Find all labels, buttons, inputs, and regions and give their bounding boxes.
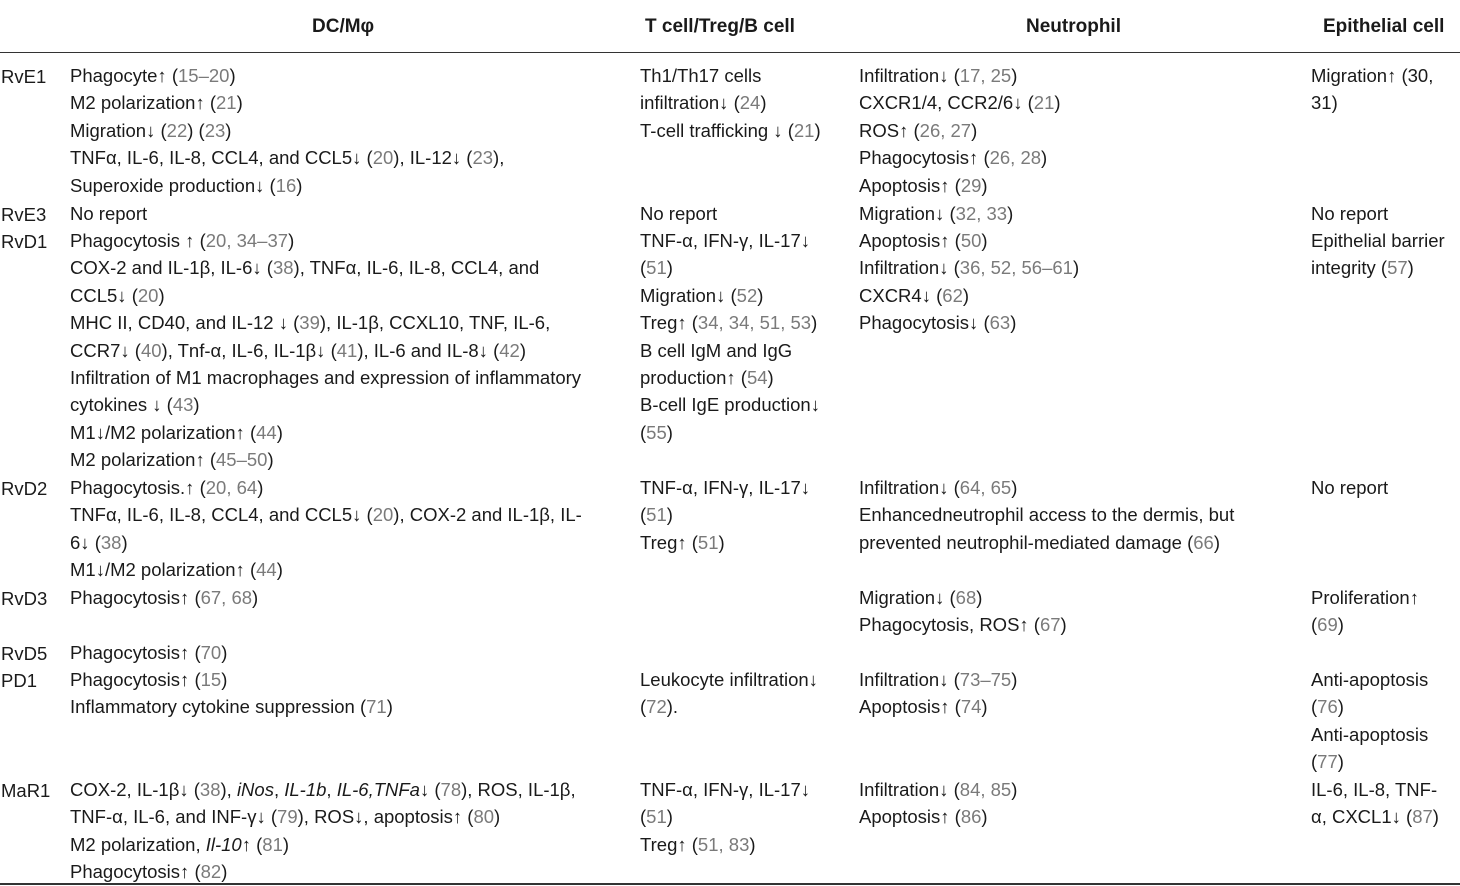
row-label-rvd5: RvD5 (1, 643, 48, 664)
cell-rvd5-dc (70, 639, 227, 666)
cell-rve1-neutrophil (859, 62, 1061, 199)
cell-line: Migration↓ (68) (859, 587, 983, 608)
cell-line: B cell IgM and IgG (640, 339, 793, 361)
cell-rvd2-dc (70, 474, 582, 584)
cell-line: Migration↓ (52) (640, 284, 764, 306)
cell-line: Epithelial barrier (1311, 230, 1445, 251)
cell-line: Apoptosis↑ (50) (859, 230, 988, 251)
cell-line: Inflammatory cytokine suppression (71) (70, 696, 393, 718)
cell-line: MHC II, CD40, and IL-12 ↓ (39), IL-1β, CCXL10, TNF, IL-6, (70, 312, 551, 334)
cell-line: No report (70, 203, 148, 224)
cell-line: M1↓/M2 polarization↑ (44) (70, 421, 283, 443)
cell-line: Treg↑ (51, 83) (640, 833, 756, 855)
cell-rvd1-epithelial (1311, 227, 1445, 282)
cell-line: (72). (640, 696, 679, 718)
cell-pd1-epithelial (1311, 666, 1428, 776)
cell-line: Apoptosis↑ (74) (859, 696, 988, 718)
cell-line: infiltration↓ (24) (640, 92, 767, 114)
cell-rvd3-dc (70, 584, 258, 611)
row-label-pd1: PD1 (1, 670, 37, 691)
cell-rve3-tcell (640, 200, 717, 227)
cell-rve1-epithelial (1311, 62, 1433, 117)
cell-rve3-neutrophil (859, 200, 1013, 227)
cell-rve1-dc (70, 62, 504, 199)
cell-rve3-epithelial (1311, 200, 1388, 227)
cell-mar1-dc (70, 776, 576, 886)
cell-line: Infiltration↓ (36, 52, 56–61) (859, 257, 1080, 279)
cell-line: No report (640, 203, 718, 224)
row-label-mar1: MaR1 (1, 780, 51, 801)
cell-line: (51) (640, 504, 673, 526)
cell-line: Phagocytosis↑ (67, 68) (70, 587, 259, 608)
cell-line: B-cell IgE production↓ (640, 394, 820, 416)
cell-line: Phagocytosis↑ (82) (70, 861, 228, 883)
row-label-rve1: RvE1 (1, 66, 47, 87)
cell-line: CCL5↓ (20) (70, 284, 165, 306)
cell-mar1-tcell (640, 776, 810, 858)
cell-line: ROS↑ (26, 27) (859, 119, 978, 141)
cell-rvd2-epithelial (1311, 474, 1388, 501)
cell-line: α, CXCL1↓ (87) (1311, 806, 1439, 828)
cell-line: (77) (1311, 751, 1344, 773)
row-label-rvd3: RvD3 (1, 588, 48, 609)
cell-line: COX-2 and IL-1β, IL-6↓ (38), TNFα, IL-6, IL-8, CCL4, and (70, 257, 540, 279)
cell-line: IL-6, IL-8, TNF- (1311, 779, 1438, 800)
table-header (0, 0, 1460, 53)
cell-rvd1-tcell (640, 227, 820, 446)
cell-line: No report (1311, 203, 1389, 224)
cell-line: CXCR1/4, CCR2/6↓ (21) (859, 92, 1061, 114)
cell-line: CCR7↓ (40), Tnf-α, IL-6, IL-1β↓ (41), IL-6 and IL-8↓ (42) (70, 339, 526, 361)
cell-rvd3-neutrophil (859, 584, 1067, 639)
cell-rve3-dc (70, 200, 147, 227)
cell-line: TNFα, IL-6, IL-8, CCL4, and CCL5↓ (20), COX-2 and IL-1β, IL- (70, 504, 582, 526)
cell-line: Leukocyte infiltration↓ (640, 669, 818, 690)
cell-line: cytokines ↓ (43) (70, 394, 200, 416)
cell-mar1-neutrophil (859, 776, 1017, 831)
cell-line: Phagocytosis ↑ (20, 34–37) (70, 230, 295, 251)
cell-rvd1-neutrophil (859, 227, 1079, 337)
cell-line: production↑ (54) (640, 367, 774, 389)
cell-line: COX-2, IL-1β↓ (38), iNos, IL-1b, IL-6,TNFa↓ (78), ROS, IL-1β, (70, 779, 576, 800)
cell-line: TNF-α, IL-6, and INF-γ↓ (79), ROS↓, apoptosis↑ (80) (70, 806, 501, 828)
cell-line: Phagocytosis↑ (26, 28) (859, 147, 1048, 169)
header-epithelial: Epithelial cell (1323, 16, 1445, 37)
cell-line: Infiltration↓ (64, 65) (859, 477, 1018, 498)
cell-mar1-epithelial (1311, 776, 1439, 831)
cell-line: Apoptosis↑ (86) (859, 806, 988, 828)
cell-line: Phagocyte↑ (15–20) (70, 65, 236, 86)
cell-line: T-cell trafficking ↓ (21) (640, 119, 821, 141)
cell-line: Infiltration↓ (17, 25) (859, 65, 1018, 86)
cell-line: TNF-α, IFN-γ, IL-17↓ (640, 477, 811, 498)
cell-line: Apoptosis↑ (29) (859, 174, 988, 196)
cell-rvd3-epithelial (1311, 584, 1419, 639)
cell-line: (55) (640, 421, 673, 443)
cell-line: Anti-apoptosis (1311, 669, 1429, 690)
cell-line: Phagocytosis↑ (70) (70, 642, 228, 663)
cell-rve1-tcell (640, 62, 821, 144)
cell-line: Phagocytosis, ROS↑ (67) (859, 614, 1067, 636)
cell-line: M1↓/M2 polarization↑ (44) (70, 559, 283, 581)
cell-line: (76) (1311, 696, 1344, 718)
cell-line: Th1/Th17 cells (640, 65, 762, 86)
cell-rvd1-dc (70, 227, 581, 474)
cell-line: Migration↓ (22) (23) (70, 119, 232, 141)
cell-line: No report (1311, 477, 1389, 498)
cell-line: Infiltration↓ (73–75) (859, 669, 1018, 690)
cell-line: Proliferation↑ (1311, 587, 1419, 608)
cell-line: Anti-apoptosis (1311, 723, 1429, 745)
cell-line: Infiltration of M1 macrophages and expression of inflammatory (70, 367, 582, 389)
cell-line: Migration↑ (30, (1311, 65, 1434, 86)
cell-line: (51) (640, 806, 673, 828)
cell-line: TNF-α, IFN-γ, IL-17↓ (640, 230, 811, 251)
cell-line: CXCR4↓ (62) (859, 284, 970, 306)
cell-line: Enhancedneutrophil access to the dermis, but (859, 504, 1235, 526)
header-neutrophil: Neutrophil (1026, 16, 1121, 37)
cell-line: (51) (640, 257, 673, 279)
row-label-rve3: RvE3 (1, 204, 47, 225)
cell-line: TNFα, IL-6, IL-8, CCL4, and CCL5↓ (20), IL-12↓ (23), (70, 147, 505, 169)
cell-line: Phagocytosis↑ (15) (70, 669, 228, 690)
cell-line: Treg↑ (51) (640, 531, 725, 553)
cell-rvd2-neutrophil (859, 474, 1234, 556)
cell-line: Migration↓ (32, 33) (859, 203, 1014, 224)
cell-line: prevented neutrophil-mediated damage (66) (859, 531, 1220, 553)
cell-line: integrity (57) (1311, 257, 1414, 279)
cell-line: Infiltration↓ (84, 85) (859, 779, 1018, 800)
cell-line: Treg↑ (34, 34, 51, 53) (640, 312, 818, 334)
cell-pd1-neutrophil (859, 666, 1017, 721)
row-label-rvd2: RvD2 (1, 478, 48, 499)
cell-line: 6↓ (38) (70, 531, 128, 553)
header-dc-macrophage: DC/Mφ (312, 16, 375, 37)
cell-pd1-dc (70, 666, 393, 721)
cell-line: (69) (1311, 614, 1344, 636)
cell-line: Superoxide production↓ (16) (70, 174, 303, 196)
cell-rvd2-tcell (640, 474, 810, 556)
cell-line: 31) (1311, 92, 1338, 114)
cell-line: Phagocytosis.↑ (20, 64) (70, 477, 264, 498)
cell-pd1-tcell (640, 666, 818, 721)
cell-line: Phagocytosis↓ (63) (859, 312, 1017, 334)
cell-line: TNF-α, IFN-γ, IL-17↓ (640, 779, 811, 800)
cell-line: M2 polarization, Il-10↑ (81) (70, 833, 290, 855)
row-label-rvd1: RvD1 (1, 231, 48, 252)
header-t-cell: T cell/Treg/B cell (645, 16, 795, 37)
cell-line: M2 polarization↑ (21) (70, 92, 243, 114)
cell-line: M2 polarization↑ (45–50) (70, 449, 274, 471)
